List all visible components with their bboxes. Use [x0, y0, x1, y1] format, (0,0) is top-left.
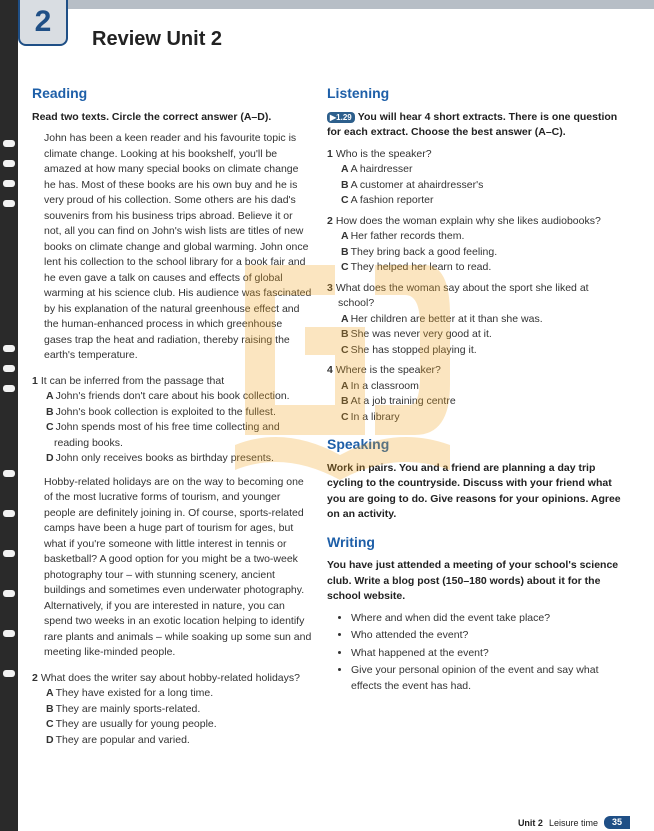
reading-section	[32, 86, 312, 748]
answer-option[interactable]: A A hairdresser	[341, 163, 413, 175]
answer-option[interactable]: B They bring back a good feeling.	[341, 245, 498, 258]
answer-option[interactable]: A In a classroom	[341, 379, 419, 392]
question-number: 1	[32, 374, 38, 387]
reading-heading: Reading	[32, 85, 88, 101]
right-column	[327, 86, 627, 696]
answer-option[interactable]: B At a job training centre	[341, 395, 456, 407]
reading-question-2	[32, 671, 312, 687]
reading-question-1	[32, 374, 312, 390]
speaking-heading: Speaking	[327, 436, 390, 452]
unit-number-badge: 2	[18, 0, 68, 46]
listening-question-2: 2 How does the woman explain why she likes audiobooks?	[327, 214, 601, 227]
reading-text-2: Hobby-related holidays are on the way to becoming one of the most lucrative forms of tourism, and younger people are definitely joining in. Of course, sports-related camps have been a huge part of tourism for ages, but what if you're someone with little interest in tennis or basketball? A good option for you might be a two-week photography tour – with stunning scenery, ancient buildings and sometimes even underwater photography. Alternatively, if you are interested in nature, you can spend two weeks in an exotic location helping to identify rare plants and animals – while soaking up some sun and meeting like-minded people.	[44, 475, 312, 658]
list-item: • Where and when did the event take place?	[351, 611, 627, 627]
answer-option[interactable]: A Her children are better at it than she was.	[341, 312, 543, 325]
list-item: • Give your personal opinion of the event and say what effects the event has had.	[351, 663, 627, 694]
page-footer	[518, 816, 630, 829]
footer-section: Leisure time	[548, 817, 598, 828]
answer-option[interactable]: D John only receives books as birthday presents.	[46, 452, 274, 464]
listening-question-1: 1 Who is the speaker?	[327, 147, 432, 160]
audio-track-icon[interactable]: ▶1.29	[327, 112, 355, 123]
answer-option[interactable]: C She has stopped playing it.	[341, 343, 477, 356]
answer-option[interactable]: B A customer at ahairdresser's	[341, 178, 484, 191]
listening-question-4: 4 Where is the speaker?	[327, 364, 441, 376]
page-number: 35	[604, 816, 630, 829]
writing-prompts	[327, 611, 627, 695]
footer-unit: Unit 2	[517, 817, 543, 828]
writing-instruction: You have just attended a meeting of your school's science club. Write a blog post (150–180 words) about it for the school website.	[327, 559, 619, 602]
listening-instruction: ▶1.29 You will hear 4 short extracts. There is one question for each extract. Choose the best answer (A–C).	[327, 110, 618, 138]
answer-option[interactable]: D They are popular and varied.	[46, 733, 190, 746]
answer-option[interactable]: C A fashion reporter	[341, 194, 434, 206]
answer-option[interactable]: A John's friends don't care about his book collection.	[46, 390, 290, 402]
answer-option[interactable]: B They are mainly sports-related.	[46, 702, 201, 715]
reading-text-1: John has been a keen reader and his favourite topic is climate change. Looking at his bookshelf, you'll be amazed at how many special books on climate change he has. Most of these books are his own buy and he is very proud of his collection. Some others are his dad's souvenirs from his business trips abroad. Believe it or not, all you can find on John's wish lists are titles of new books on climate change and global warming. John once lent his collection to the school library for a book fair and he even gave a talk on causes and effects of global warming at his science club. His audience was fascinated by his explanation of the natural greenhouse effect and the human-enhanced process in which greenhouse gases trap the heat and radiation, thereby raising the earth's temperature.	[44, 132, 312, 361]
header-bar	[64, 0, 654, 9]
answer-option[interactable]: B John's book collection is exploited to the fullest.	[46, 405, 276, 418]
answer-option[interactable]: B She was never very good at it.	[341, 328, 492, 340]
answer-option[interactable]: C In a library	[341, 410, 400, 423]
question-number: 2	[32, 671, 38, 684]
listening-question-3: 3 What does the woman say about the sport she liked at school?	[327, 281, 589, 309]
answer-option[interactable]: C John spends most of his free time collecting and reading books.	[46, 421, 280, 449]
question-stem: It can be inferred from the passage that	[40, 374, 225, 387]
writing-heading: Writing	[327, 533, 375, 550]
answer-option[interactable]: C They helped her learn to read.	[341, 261, 492, 273]
question-stem: What does the writer say about hobby-related holidays?	[40, 671, 300, 684]
answer-option[interactable]: A They have existed for a long time.	[46, 687, 214, 699]
reading-instruction: Read two texts. Circle the correct answer (A–D).	[32, 110, 272, 123]
list-item: • Who attended the event?	[351, 628, 627, 644]
listening-heading: Listening	[327, 85, 390, 101]
spiral-binding	[0, 0, 18, 831]
answer-option[interactable]: C They are usually for young people.	[46, 718, 217, 730]
page-title: Review Unit 2	[92, 28, 223, 50]
answer-option[interactable]: A Her father records them.	[341, 230, 465, 242]
list-item: • What happened at the event?	[351, 646, 627, 662]
speaking-instruction: Work in pairs. You and a friend are planning a day trip cycling to the countryside. Discuss with your friend what you are going to do. Give reasons for your opinions. Agree on an activity.	[327, 461, 621, 520]
